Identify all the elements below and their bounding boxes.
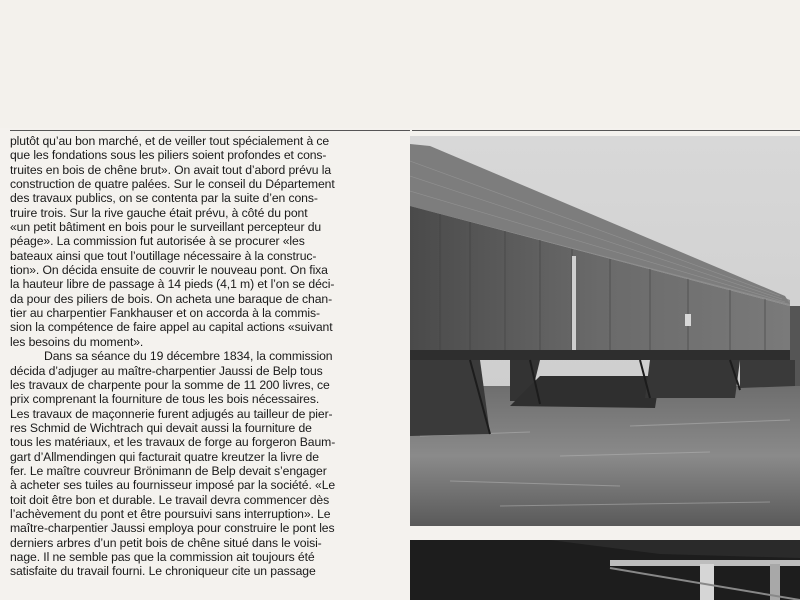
covered-bridge-illustration	[410, 136, 800, 526]
text-line: truire trois. Sur la rive gauche était prévu, à côté du pont	[10, 205, 308, 220]
text-line: des travaux publics, on se contenta par la suite d’en cons-	[10, 191, 318, 206]
text-line: gart d’Allmendingen qui facturait quatre kreutzer la livre de	[10, 449, 319, 464]
text-line: maître-charpentier Jaussi employa pour construire le pont les	[10, 521, 335, 536]
text-line: les travaux de charpente pour la somme de 11 200 livres, ce	[10, 377, 330, 392]
text-line: tous les matériaux, et les travaux de forge au forgeron Baum-	[10, 435, 336, 450]
bridge-interior-illustration	[410, 540, 800, 600]
text-line: toit doit être bon et durable. Le travail devra commencer dès	[10, 492, 330, 507]
text-line: tion». On décida ensuite de couvrir le nouveau pont. On fixa	[10, 263, 328, 278]
text-line: tier au charpentier Fankhauser et on accorda à la commis-	[10, 306, 320, 321]
text-line: fer. Le maître couvreur Brönimann de Belp devait s’engager	[10, 463, 327, 478]
text-line: Dans sa séance du 19 décembre 1834, la commission	[44, 349, 333, 364]
column-rule-left	[10, 130, 410, 131]
text-line: péage». La commission fut autorisée à se procurer «les	[10, 234, 305, 249]
text-line: truites en bois de chêne brut». On avait tout d’abord prévu la	[10, 162, 332, 177]
covered-bridge-photo	[410, 136, 800, 526]
text-line: la hauteur libre de passage à 14 pieds (4,1 m) et l’on se déci-	[10, 277, 335, 292]
text-line: l’achèvement du pont et être poursuivi sans interruption». Le	[10, 506, 331, 521]
text-line: plutôt qu’au bon marché, et de veiller tout spécialement à ce	[10, 134, 330, 148]
page-top-margin	[0, 0, 800, 128]
text-line: Les travaux de maçonnerie furent adjugés au tailleur de pier-	[10, 406, 333, 421]
text-line: satisfaite du travail fourni. Le chroniqueur cite un passage	[10, 564, 316, 579]
text-line: nage. Il ne semble pas que la commission ait toujours été	[10, 549, 315, 564]
paragraph-2	[10, 349, 402, 579]
column-rule-right	[412, 130, 800, 131]
text-line: construction de quatre palées. Sur le conseil du Département	[10, 177, 335, 192]
text-line: derniers arbres d’un petit bois de chêne situé dans le voisi-	[10, 535, 322, 550]
text-line: da pour des piliers de bois. On acheta une baraque de chan-	[10, 291, 333, 306]
text-line: prix comprenant la fourniture de tous les bois nécessaires.	[10, 392, 320, 407]
text-line: sion la compétence de faire appel au capital actions «suivant	[10, 320, 333, 335]
text-line: «un petit bâtiment en bois pour le surveillant percepteur du	[10, 220, 322, 235]
text-line: les besoins du moment».	[10, 334, 144, 349]
article-text-column	[10, 134, 402, 579]
text-line: décida d’adjuger au maître-charpentier Jaussi de Belp tous	[10, 363, 323, 378]
text-line: res Schmid de Wichtrach qui devait aussi la fourniture de	[10, 420, 312, 435]
bridge-interior-photo	[410, 540, 800, 600]
text-line: que les fondations sous les piliers soient profondes et cons-	[10, 148, 327, 163]
text-line: à acheter ses tuiles au fournisseur imposé par la société. «Le	[10, 478, 336, 493]
text-line: bateaux ainsi que tout l’outillage nécessaire à la construc-	[10, 248, 317, 263]
paragraph-1	[10, 134, 402, 349]
